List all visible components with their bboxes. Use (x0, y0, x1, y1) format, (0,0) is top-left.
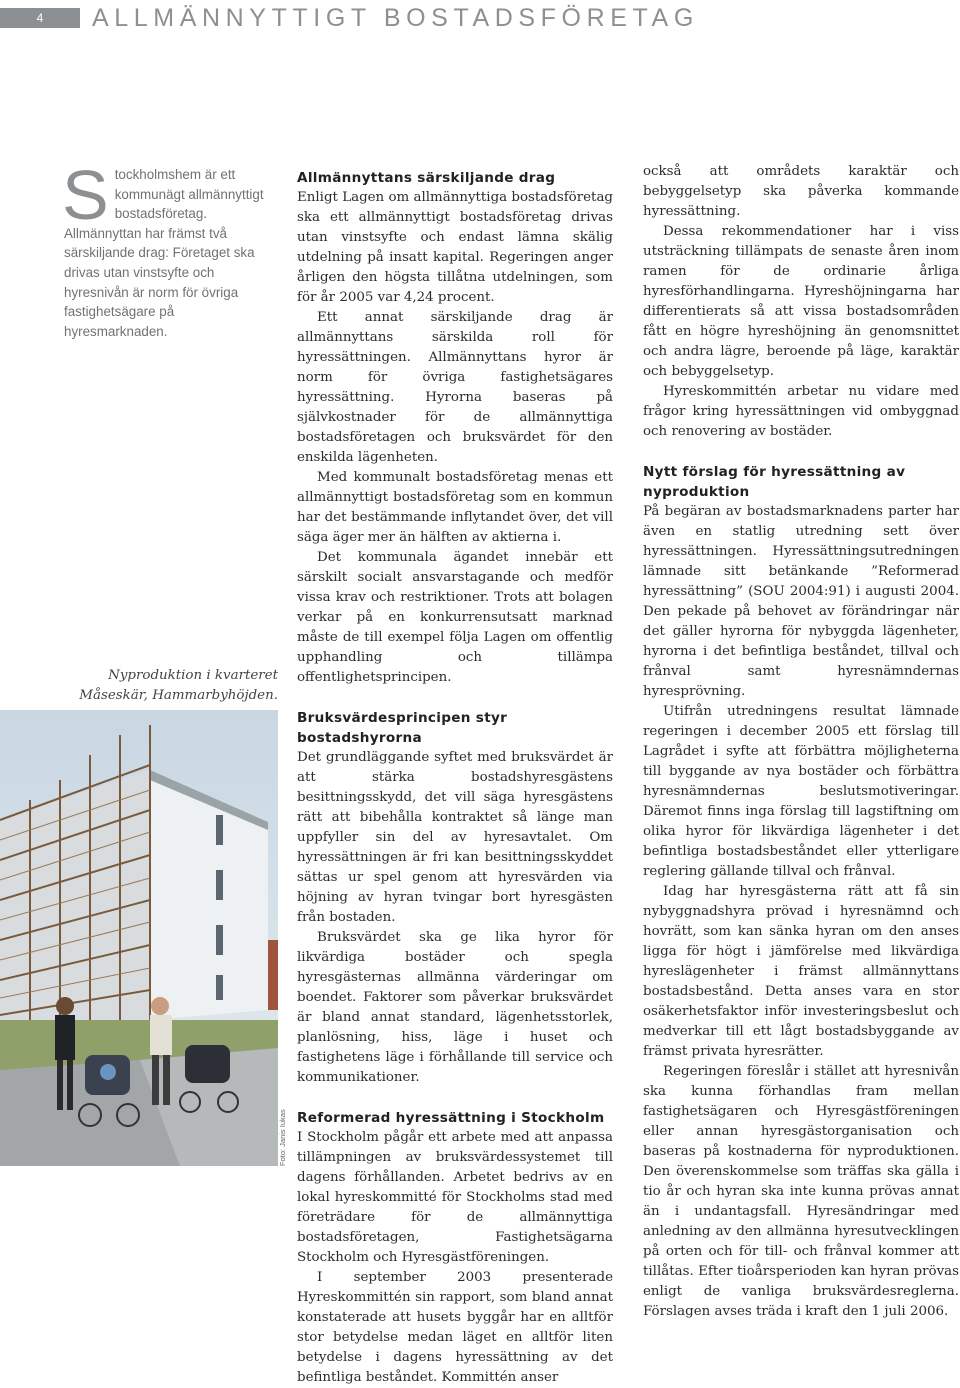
photo-caption: Nyproduktion i kvarteret Måseskär, Hammarbyhöjden. (79, 668, 278, 703)
paragraph: I Stockholm pågår ett arbete med att anpassa tillämpningen av bruksvärdessystemet till dagens förhållanden. Arbetet bedrivs av en lokal hyreskommitté för Stockholms stad med företrädare för de allmännyttiga bostadsföretagen, Fastighetsägarna Stockholm och Hyresgästföreningen. (297, 1130, 613, 1265)
heading-allmannyttans-drag: Allmännyttans särskiljande drag (297, 170, 556, 186)
paragraph: Det kommunala ägandet innebär ett särskilt socialt ansvarstagande och medför vissa krav och restriktioner. Trots att bolagen verkar på en konkurrensutsatt marknad måste de till exempel följa Lagen om offentlig upphandling och tillämpa offentlighetsprincipen. (297, 550, 613, 685)
paragraph: Enligt Lagen om allmännyttiga bostadsföretag ska ett allmännyttigt bostadsföretag drivas utan vinstsyfte och endast lämna skälig utdelning på insatt kapital. Regeringen anger årligen den högsta tillåtna utdelningen, som för år 2005 var 4,24 procent. (297, 190, 613, 305)
paragraph: På begäran av bostadsmarknadens parter har även en statlig utredning sett över hyressättningen. Hyressättningsutredningen lämnade sitt betänkande ”Reformerad hyressättning” (SOU 2004:91) i augusti 2004. Den pekade på behovet av förändringar när det gäller hyrorna för nybyggda lägenheter, hyrorna i det befintliga beståndet, tillval och frånval samt hyresnämndernas hyresprövning. (643, 504, 959, 699)
building-photo-illustration (0, 710, 278, 1166)
photo-credit (278, 1109, 292, 1166)
paragraph: Regeringen föreslår i stället att hyresnivån ska kunna förhandlas fram mellan fastighetsägaren och Hyresgästföreningen eller annan hyresgästorganisation och baseras på kostnaderna för nyproduktionen. Den överenskommelse som träffas ska gälla i tio år och hyran ska inte kunna prövas annat än i undantagsfall. Hyresändringar med anledning av den allmänna hyresutvecklingen på orten och för till- och frånval kommer att tillåtas. Efter tioårsperioden kan hyran prövas enligt de vanliga bruksvärdesreglerna. Förslagen avses träda i kraft den 1 juli 2006. (643, 1064, 959, 1319)
paragraph: Dessa rekommendationer har i viss utsträckning tillämpats de senaste åren inom ramen för de ordinarie årliga hyresförhandlingarna. Hyreshöjningarna har differentierats så att vissa bostadsområden fått en högre hyreshöjning än genomsnittet och andra lägre, beroende på läge, karaktär och bebyggelsetyp. (643, 224, 959, 379)
paragraph: Idag har hyresgästerna rätt att få sin nybyggnadshyra prövad i hyresnämnd och hovrätt, som kan sänka hyran om den anses ligga för högt i jämförelse med likvärdiga hyreslägenheter i främst allmännyttans bostadsbestånd. Detta anses vara en stor osäkerhetsfaktor inför investeringsbeslut och medverkar till ett lågt bostadsbyggande av främst privata hyresrätter. (643, 884, 959, 1059)
paragraph: också att områdets karaktär och bebyggelsetyp ska påverka kommande hyressättning. (643, 164, 959, 219)
heading-reformerad-hyressattning: Reformerad hyressättning i Stockholm (297, 1110, 605, 1126)
paragraph: Hyreskommittén arbetar nu vidare med frågor kring hyressättningen vid ombyggnad och renovering av bostäder. (643, 384, 959, 439)
page-number: 4 (36, 11, 44, 25)
paragraph: Det grundläggande syftet med bruksvärdet är att stärka bostadshyresgästens besittningsskydd, det vill säga hyresgästens rätt att bibehålla kontraktet så länge man uppfyller sin del av hyresavtalet. Om hyressättningen är fri kan besittningsskyddet sättas ur spel genom att hyresvärden via höjning av hyran tvingar bort hyresgästen från bostaden. (297, 750, 613, 925)
paragraph: Bruksvärdet ska ge lika hyror för likvärdiga bostäder och spegla hyresgästernas allmänna värderingar om boendet. Faktorer som påverkar bruksvärdet är bland annat standard, lägenhetsstorlek, planlösning, hiss, läge i huset och fastighetens läge i förhållande till service och kommunikationer. (297, 930, 613, 1085)
paragraph: Med kommunalt bostadsföretag menas ett allmännyttigt bostadsföretag som en kommun har det bestämmande inflytandet över, det vill säga äger mer än hälften av aktierna i. (297, 470, 613, 545)
middle-column (297, 162, 613, 1388)
paragraph: Ett annat särskiljande drag är allmännyttans särskilda roll för hyressättningen. Allmännyttans hyror är norm för övriga fastighetsägares hyressättning. Hyrorna baseras på självkostnader för de allmännyttiga bostadsföretagen och bruksvärdet för den enskilda lägenheten. (297, 310, 613, 465)
right-column (643, 162, 959, 1322)
paragraph: Utifrån utredningens resultat lämnade regeringen i december 2005 ett förslag till Lagrådet i syfte att förbättra möjligheterna till byggande av nya bostäder och förbättra hyresnämndernas beslutsmotiveringar. Däremot finns inga förslag till lagstiftning om olika hyror för likvärdiga lägenheter i det befintliga bostadsbeståndet eller ytterligare reglering gällande tillval och frånval. (643, 704, 959, 879)
heading-nytt-forslag: Nytt förslag för hyressättning av nyproduktion (643, 464, 906, 500)
intro-text-block (62, 156, 278, 341)
page-header-title: ALLMÄNNYTTIGT BOSTADSFÖRETAG (92, 4, 699, 32)
paragraph: I september 2003 presenterade Hyreskommittén sin rapport, som bland annat konstaterade att husets byggår har en alltför stor betydelse medan läget en alltför liten betydelse i dagens hyressättning av det befintliga beståndet. Kommittén anser (297, 1270, 613, 1385)
building-photo (0, 710, 278, 1166)
intro-dropcap: S (62, 156, 109, 234)
heading-bruksvardesprincipen: Bruksvärdesprincipen styr bostadshyrorna (297, 710, 508, 746)
intro-text: tockholmshem är ett kommunägt allmännyttigt bostadsföretag. Allmännyttan har främst två särskiljande drag: Företaget ska drivas utan vinstsyfte och hyresnivån är norm för övriga fastighetsägare på hyresmarknaden. (64, 167, 264, 339)
photo-credit-text: Foto: Janis Iukas (278, 1109, 287, 1166)
